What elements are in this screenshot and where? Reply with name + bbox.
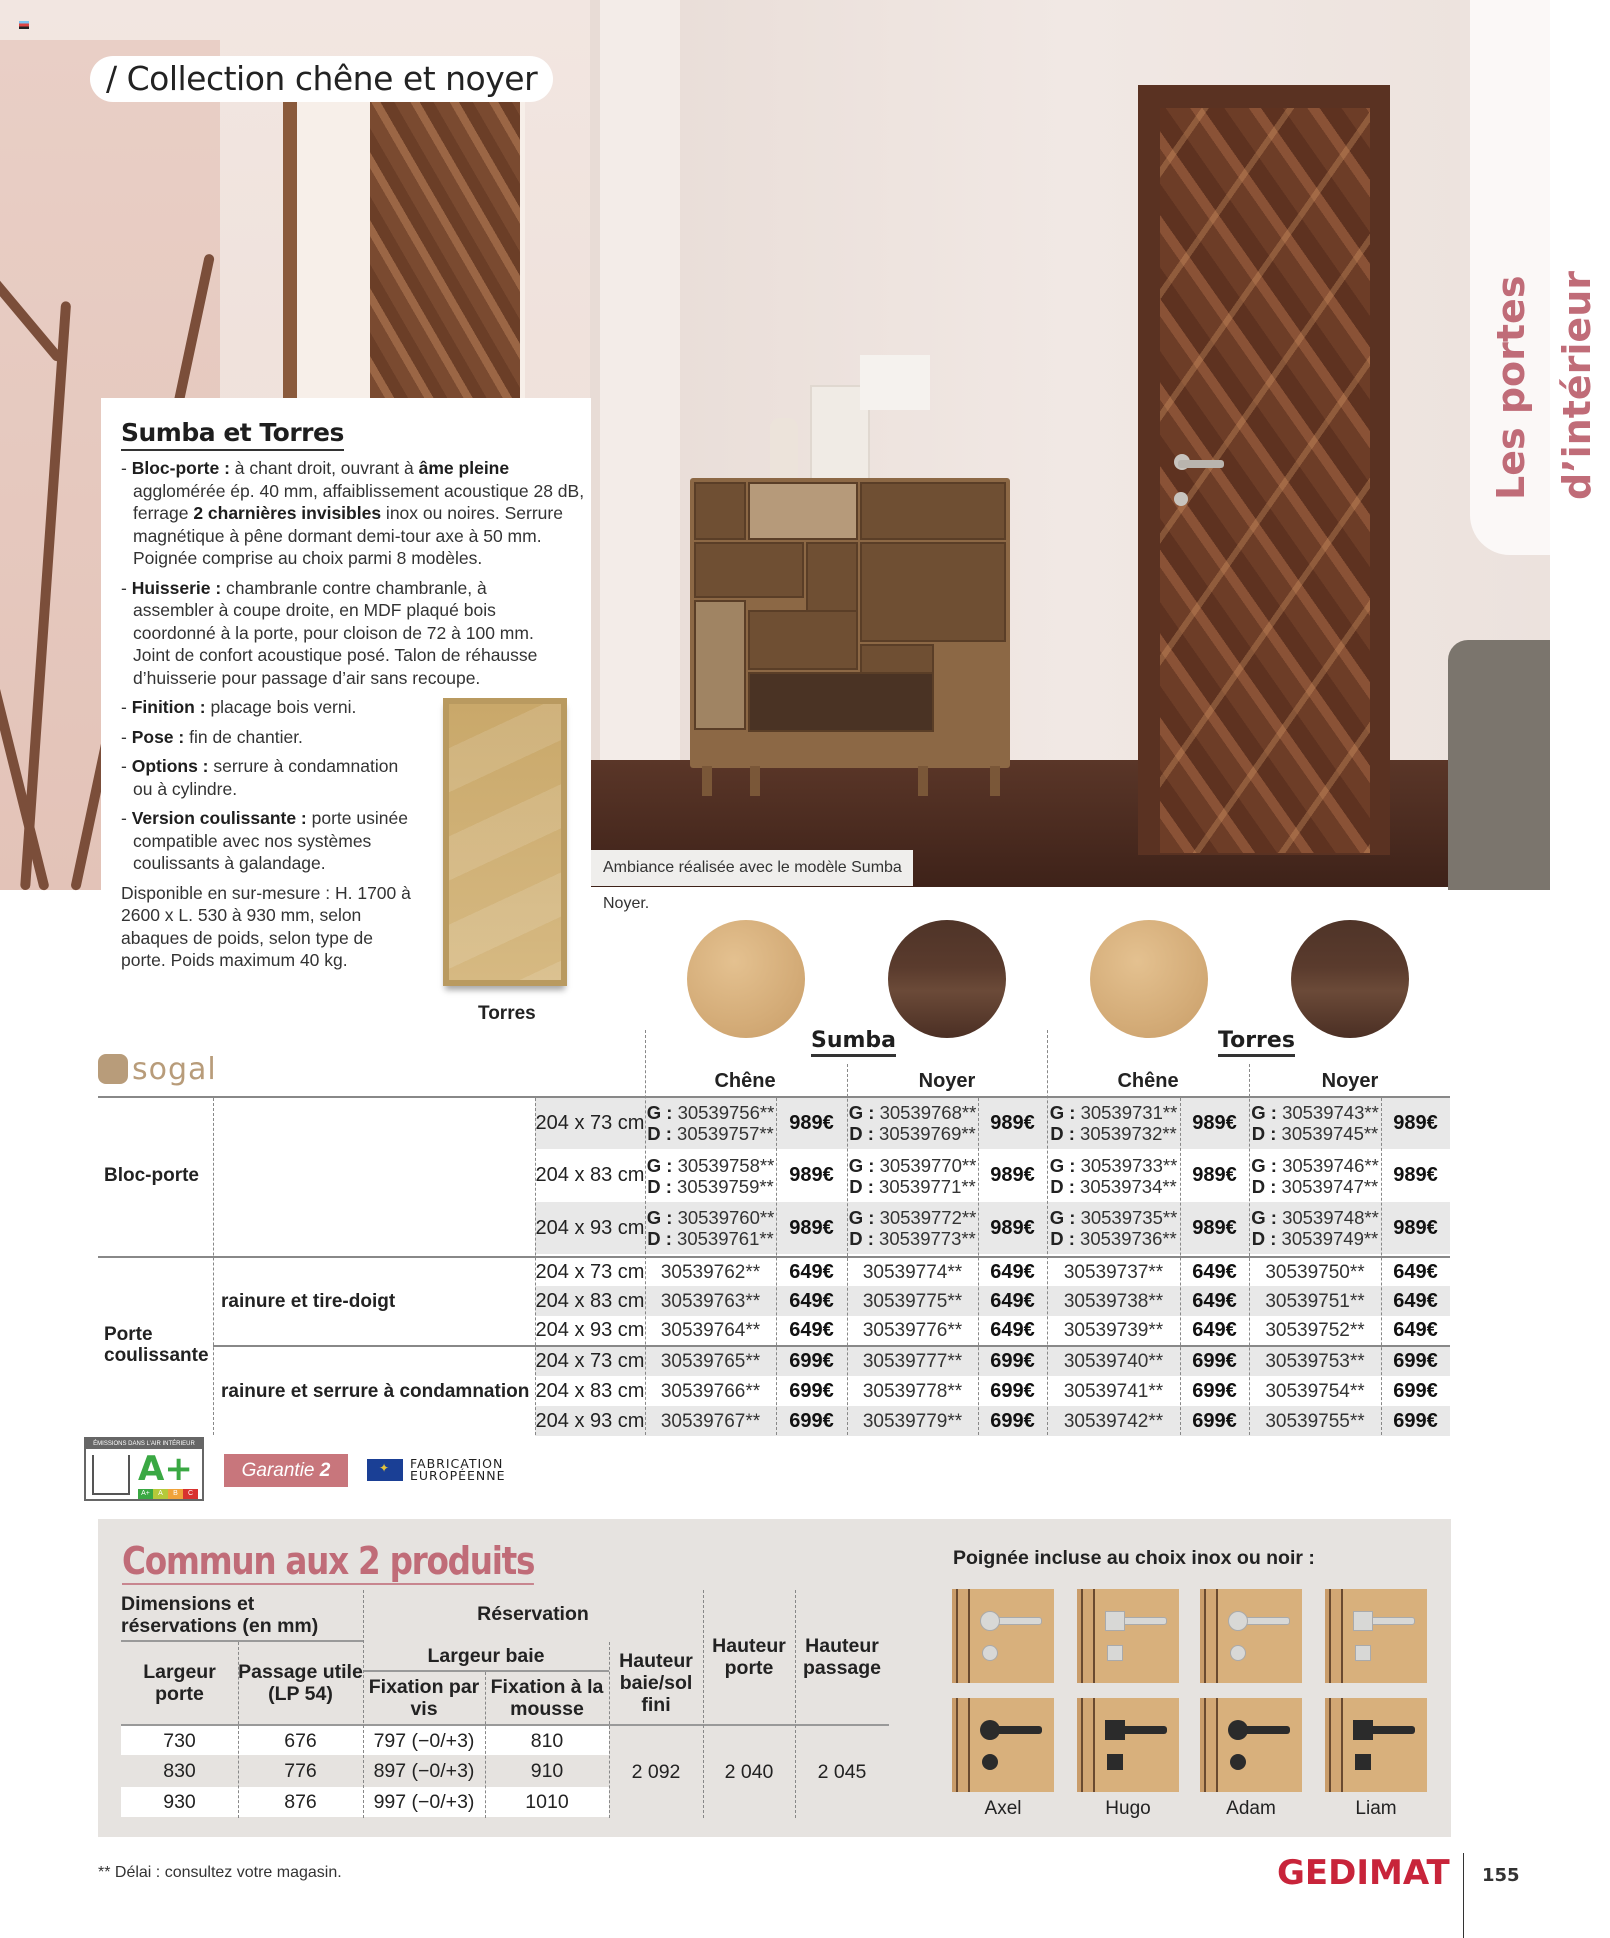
price-cell: 699€ [990,1409,1035,1432]
hauteur-baie-header: Hauteur baie/sol fini [619,1650,693,1716]
ref-cell: 30539739** [1063,1320,1164,1341]
cell-fixation-vis: 997 (−0/+3) [373,1791,475,1813]
price-cell: 699€ [1393,1349,1438,1372]
size-cell: 204 x 73 cm [535,1111,645,1134]
ref-cell: 30539765** [660,1350,761,1372]
spec-options: - Options : serrure à condamnation ou à cylindre. [121,756,399,799]
photo-caption: Ambiance réalisée avec le modèle Sumba Noyer. [591,850,913,886]
swatch-torres-noyer [1291,920,1409,1038]
handle-axel-inox-image [952,1589,1054,1683]
ref-cell: 30539775** [862,1290,963,1312]
cell-hauteur-porte: 2 040 [724,1760,774,1783]
price-cell: 989€ [1192,1164,1237,1186]
ref-cell: 30539737** [1063,1261,1164,1283]
finish-torres-noyer: Noyer [1321,1070,1379,1092]
cell-largeur-porte: 830 [163,1760,196,1782]
price-cell: 699€ [1192,1379,1237,1402]
price-cell: 649€ [789,1260,834,1283]
ref-cell: 30539763** [660,1290,761,1312]
common-title: Commun aux 2 produits [122,1539,535,1583]
air-scale: A+ A B C [138,1489,198,1499]
price-cell: 699€ [1192,1409,1237,1432]
price-cell: 649€ [1192,1260,1237,1283]
ref-cell: G : 30539772** D : 30539773** [848,1207,977,1249]
cell-largeur-porte: 730 [163,1729,196,1752]
price-cell: 649€ [1192,1319,1237,1341]
background-door-frame [283,100,297,400]
ref-cell: G : 30539770** D : 30539771** [848,1154,977,1197]
size-cell: 204 x 73 cm [535,1260,645,1283]
ref-cell: 30539742** [1063,1410,1164,1432]
ref-cell: G : 30539731** D : 30539732** [1049,1102,1178,1144]
ref-cell: 30539766** [660,1380,761,1402]
page-title: / Collection chêne et noyer [90,56,553,102]
hauteur-passage-header: Hauteur passage [802,1635,882,1679]
price-cell: 699€ [789,1409,834,1432]
model-heading-torres: Torres [1218,1028,1295,1057]
price-cell: 649€ [789,1289,834,1312]
group-porte-coulissante: Porte coulissante [104,1324,209,1366]
torres-image-label: Torres [478,1003,536,1024]
fixation-mousse-header: Fixation à la mousse [490,1676,604,1720]
ref-cell: 30539750** [1265,1261,1365,1283]
handle-name-adam: Adam [1226,1798,1276,1819]
size-cell: 204 x 93 cm [535,1409,645,1432]
spec-pose: - Pose : fin de chantier. [121,726,303,747]
size-cell: 204 x 83 cm [535,1379,645,1402]
handle-name-hugo: Hugo [1105,1798,1151,1819]
ref-cell: 30539753** [1265,1350,1365,1372]
sogal-logo: sogal [98,1049,217,1089]
finish-sumba-noyer: Noyer [918,1070,976,1092]
cell-fixation-vis: 797 (−0/+3) [373,1729,475,1752]
ref-cell: 30539740** [1063,1350,1164,1372]
handle-liam-noir-image [1325,1698,1427,1792]
custom-size-note: Disponible en sur-mesure : H. 1700 à 2600 x L. 530 à 930 mm, selon abaques de poids, selon type de porte. Poids maximum 40 kg. [121,882,411,970]
ref-cell: 30539777** [862,1350,963,1372]
lamp-image [860,355,930,410]
torres-door-image [443,698,567,986]
price-cell: 989€ [990,1216,1035,1239]
cell-fixation-mousse: 910 [530,1760,564,1782]
price-cell: 699€ [990,1379,1035,1402]
section-tab-label: Les portes d’intérieur [1489,271,1599,500]
spec-version-coulissante: - Version coulissante : porte usinée compatible avec nos systèmes coulissants à galandage. [121,808,408,873]
price-cell: 989€ [1393,1216,1438,1239]
price-cell: 989€ [990,1164,1035,1186]
sumba-noyer-door-image [1160,108,1370,853]
cell-fixation-mousse: 1010 [525,1791,569,1813]
finish-sumba-chene: Chêne [714,1070,776,1092]
swatch-sumba-noyer [888,920,1006,1038]
sofa-image [1448,640,1550,890]
dresser-image [690,478,1010,768]
air-emission-badge: ÉMISSIONS DANS L’AIR INTÉRIEUR A+ A+ A B C [84,1437,204,1501]
price-cell: 649€ [1192,1289,1237,1312]
model-heading-sumba: Sumba [811,1028,896,1057]
ref-cell: 30539778** [862,1380,963,1402]
price-cell: 649€ [1393,1289,1438,1312]
sogal-mark-icon [98,1054,128,1084]
largeur-baie-header: Largeur baie [427,1645,545,1667]
vase-image [770,418,798,480]
size-cell: 204 x 83 cm [535,1289,645,1312]
footnote: ** Délai : consultez votre magasin. [98,1864,342,1881]
price-cell: 649€ [1393,1260,1438,1283]
door-keyhole [1174,492,1188,506]
ref-cell: 30539767** [660,1410,761,1432]
ref-cell: 30539764** [660,1320,761,1341]
ref-cell: 30539741** [1063,1380,1164,1402]
ref-cell: 30539751** [1265,1290,1365,1312]
price-cell: 649€ [990,1260,1035,1283]
handle-adam-noir-image [1200,1698,1302,1792]
cell-hauteur-baie: 2 092 [631,1760,681,1783]
variant-tire-doigt: rainure et tire-doigt [221,1290,396,1312]
dims-header: Dimensions et réservations (en mm) [121,1593,319,1637]
swatch-torres-chene [1090,920,1208,1038]
reservation-header: Réservation [477,1603,589,1625]
price-cell: 989€ [1393,1164,1438,1186]
cell-passage-utile: 676 [284,1729,317,1752]
handle-hugo-noir-image [1077,1698,1179,1792]
spec-finition: - Finition : placage bois verni. [121,697,357,717]
ref-cell: 30539752** [1265,1320,1365,1341]
ref-cell: G : 30539735** D : 30539736** [1049,1207,1178,1249]
price-cell: 989€ [789,1216,834,1239]
air-rating: A+ [138,1449,193,1489]
ref-cell: G : 30539748** D : 30539749** [1251,1207,1379,1249]
group-bloc-porte: Bloc-porte [104,1164,199,1186]
wall-pillar [600,0,680,770]
handle-name-liam: Liam [1355,1798,1397,1819]
ref-cell: G : 30539746** D : 30539747** [1251,1154,1379,1197]
guarantee-badge: Garantie 2 ANS [224,1454,348,1487]
eu-manufacturing-badge: ✦ FABRICATION EUROPÉENNE [367,1458,506,1482]
cell-passage-utile: 876 [284,1791,317,1813]
ref-cell: 30539755** [1265,1410,1365,1432]
swatch-sumba-chene [687,920,805,1038]
cell-largeur-porte: 930 [163,1791,196,1813]
handles-title: Poignée incluse au choix inox ou noir : [953,1547,1315,1569]
ref-cell: 30539762** [660,1261,761,1283]
handle-adam-inox-image [1200,1589,1302,1683]
price-cell: 989€ [1192,1111,1237,1134]
ref-cell: 30539776** [862,1320,963,1341]
cell-hauteur-passage: 2 045 [817,1760,867,1783]
ref-cell: G : 30539768** D : 30539769** [848,1102,977,1144]
passage-utile-header: Passage utile (LP 54) [238,1661,363,1705]
page-separator [1463,1853,1464,1938]
ref-cell: G : 30539743** D : 30539745** [1251,1102,1379,1144]
ref-cell: 30539738** [1063,1290,1164,1312]
price-cell: 989€ [1393,1111,1438,1134]
price-cell: 699€ [1192,1349,1237,1372]
price-cell: 699€ [789,1379,834,1402]
hauteur-porte-header: Hauteur porte [712,1635,786,1679]
handle-name-axel: Axel [984,1798,1022,1819]
product-name: Sumba et Torres [121,418,344,451]
price-cell: 699€ [990,1349,1035,1372]
spec-huisserie: - Huisserie : chambranle contre chambranle, à assembler à coupe droite, en MDF plaqué bois coordonné à la porte, pour cloison de 72 à 100 mm. Joint de confort acoustique posé. Talon de réhausse d’huisserie pour passage d’air sans recoupe. [121,577,538,688]
ref-cell: G : 30539760** D : 30539761** [646,1207,775,1249]
size-cell: 204 x 73 cm [535,1349,645,1372]
cell-fixation-mousse: 810 [530,1729,564,1752]
price-cell: 699€ [1393,1409,1438,1432]
background-door-chevron [370,100,520,400]
cell-passage-utile: 776 [284,1760,317,1782]
ref-cell: 30539779** [862,1410,963,1432]
house-icon [92,1455,130,1495]
print-registration-mark [19,21,29,29]
ref-cell: 30539754** [1265,1380,1365,1402]
handle-hugo-inox-image [1077,1589,1179,1683]
finish-torres-chene: Chêne [1117,1070,1179,1092]
largeur-porte-header: Largeur porte [143,1661,216,1705]
door-handle-lever [1178,460,1224,468]
price-cell: 989€ [1192,1216,1237,1239]
gedimat-logo: GEDIMAT [1277,1853,1450,1893]
variant-serrure-condamnation: rainure et serrure à condamnation [221,1380,530,1402]
fixation-vis-header: Fixation par vis [368,1676,480,1720]
size-cell: 204 x 83 cm [535,1164,645,1186]
size-cell: 204 x 93 cm [535,1216,645,1239]
price-cell: 989€ [789,1111,834,1134]
ref-cell: G : 30539758** D : 30539759** [646,1154,775,1197]
price-cell: 649€ [990,1319,1035,1341]
ref-cell: G : 30539733** D : 30539734** [1049,1154,1178,1197]
page-number: 155 [1482,1865,1520,1886]
price-cell: 649€ [1393,1319,1438,1341]
ref-cell: G : 30539756** D : 30539757** [646,1102,775,1144]
handle-axel-noir-image [952,1698,1054,1792]
price-cell: 989€ [789,1164,834,1186]
price-cell: 649€ [990,1289,1035,1312]
price-cell: 649€ [789,1319,834,1341]
size-cell: 204 x 93 cm [535,1319,645,1341]
price-cell: 989€ [990,1111,1035,1134]
ref-cell: 30539774** [862,1261,963,1283]
price-cell: 699€ [1393,1379,1438,1402]
handle-liam-inox-image [1325,1589,1427,1683]
price-cell: 699€ [789,1349,834,1372]
eu-flag-icon [367,1459,403,1481]
spec-bloc-porte: - Bloc-porte : à chant droit, ouvrant à âme pleine agglomérée ép. 40 mm, affaiblissement acoustique 28 dB, ferrage 2 charnières invisibles inox ou noires. Serrure magnétique à pêne dormant demi-tour axe à 50 mm. Poignée comprise au choix parmi 8 modèles. [121,458,585,568]
cell-fixation-vis: 897 (−0/+3) [373,1760,475,1782]
